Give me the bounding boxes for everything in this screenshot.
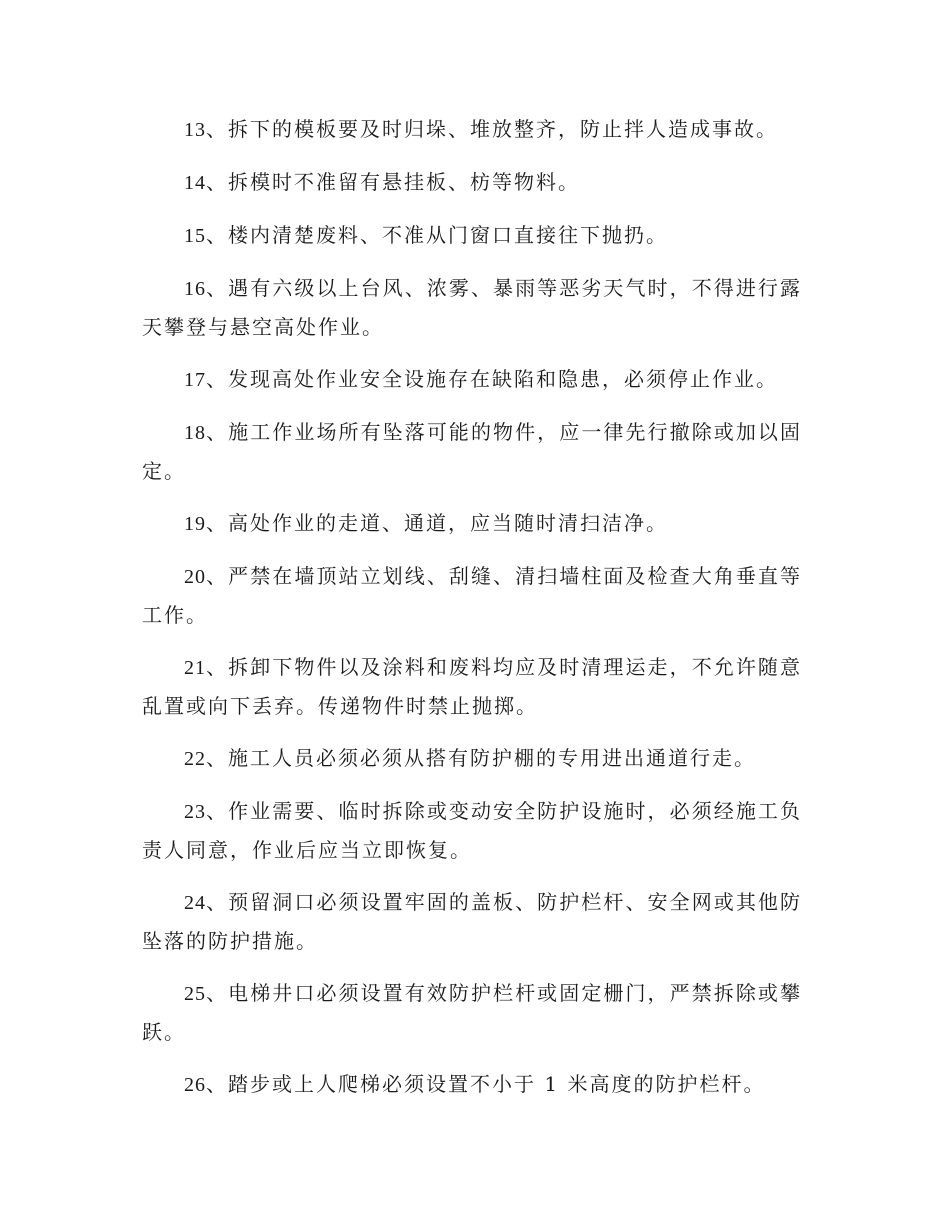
item-text: 、高处作业的走道、通道，应当随时清扫洁净。: [206, 511, 668, 535]
list-item: [142, 792, 802, 869]
item-text: 、电梯井口必须设置有效防护栏杆或固定栅门，严禁拆除或攀跃。: [142, 981, 802, 1044]
list-item: [142, 1065, 802, 1104]
item-number: 16: [184, 278, 206, 300]
item-text: 、踏步或上人爬梯必须设置不小于 1 米高度的防护栏杆。: [206, 1072, 766, 1096]
list-item: [142, 557, 802, 634]
item-number: 25: [184, 983, 206, 1005]
item-text: 、预留洞口必须设置牢固的盖板、防护栏杆、安全网或其他防坠落的防护措施。: [142, 890, 802, 953]
item-number: 15: [184, 225, 206, 247]
item-number: 23: [184, 801, 206, 823]
list-item: [142, 648, 802, 725]
list-item: [142, 883, 802, 960]
item-text: 、发现高处作业安全设施存在缺陷和隐患，必须停止作业。: [206, 367, 778, 391]
item-text: 、严禁在墙顶站立划线、刮缝、清扫墙柱面及检查大角垂直等工作。: [142, 564, 802, 627]
item-text: 、作业需要、临时拆除或变动安全防护设施时，必须经施工负责人同意，作业后应当立即恢复。: [142, 799, 802, 862]
item-number: 21: [184, 657, 206, 679]
item-number: 22: [184, 748, 206, 770]
list-item: [142, 413, 802, 490]
item-number: 18: [184, 422, 206, 444]
list-item: [142, 504, 802, 543]
document-body: [142, 110, 802, 1118]
list-item: [142, 269, 802, 346]
item-text: 、拆模时不准留有悬挂板、枋等物料。: [206, 170, 580, 194]
item-number: 19: [184, 513, 206, 535]
list-item: [142, 974, 802, 1051]
item-number: 17: [184, 369, 206, 391]
item-text: 、施工人员必须必须从搭有防护棚的专用进出通道行走。: [206, 746, 756, 770]
list-item: [142, 163, 802, 202]
item-text: 、遇有六级以上台风、浓雾、暴雨等恶劣天气时，不得进行露天攀登与悬空高处作业。: [142, 276, 802, 339]
list-item: [142, 360, 802, 399]
item-number: 24: [184, 892, 206, 914]
item-text: 、拆下的模板要及时归垛、堆放整齐，防止拌人造成事故。: [206, 117, 778, 141]
item-number: 13: [184, 119, 206, 141]
list-item: [142, 216, 802, 255]
item-text: 、拆卸下物件以及涂料和废料均应及时清理运走，不允许随意乱置或向下丢弃。传递物件时禁止抛掷。: [142, 655, 802, 718]
list-item: [142, 110, 802, 149]
item-text: 、楼内清楚废料、不准从门窗口直接往下抛扔。: [206, 223, 668, 247]
item-number: 20: [184, 566, 206, 588]
item-number: 14: [184, 172, 206, 194]
item-number: 26: [184, 1074, 206, 1096]
item-text: 、施工作业场所有坠落可能的物件，应一律先行撤除或加以固定。: [142, 420, 802, 483]
list-item: [142, 739, 802, 778]
